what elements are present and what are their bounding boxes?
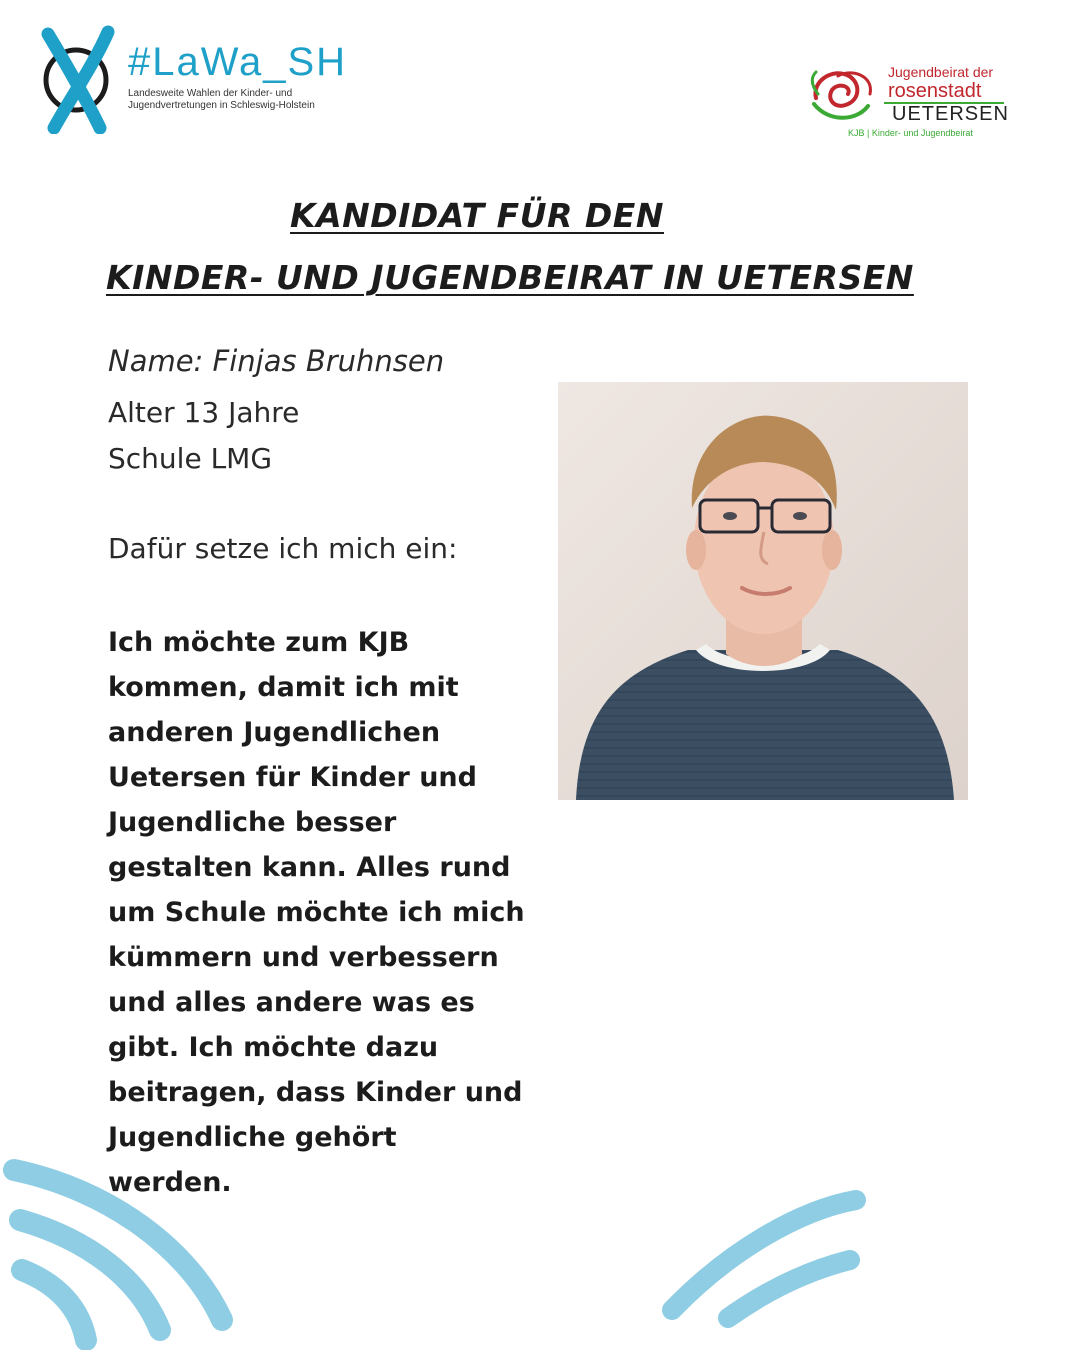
decorative-strokes-right: [650, 1170, 880, 1330]
ballot-cross-icon: [36, 24, 120, 134]
candidate-name: Finjas Bruhnsen: [212, 344, 445, 378]
lawa-logo: [36, 24, 366, 134]
candidate-name-line: [108, 344, 444, 378]
candidate-statement: Ich möchte zum KJB kommen, damit ich mit anderen Jugendlichen Uetersen für Kinder und Jugendliche besser gestalten kann. Alles rund um Schule möchte ich mich kümmern und verbessern und alles andere was es gibt. Ich möchte dazu beitragen, dass Kinder und Jugendliche gehört werden.: [108, 627, 525, 1198]
lawa-logo-subtitle: [128, 88, 358, 112]
headline-line2: KINDER- UND JUGENDBEIRAT IN UETERSEN: [106, 258, 914, 297]
candidate-school: Schule LMG: [108, 442, 273, 475]
decorative-strokes-left: [0, 1150, 240, 1350]
commitment-label: Dafür setze ich mich ein:: [108, 532, 458, 565]
lawa-subtitle-line2: Jugendvertretungen in Schleswig-Holstein: [128, 100, 315, 111]
jugendbeirat-line4: KJB | Kinder- und Jugendbeirat: [848, 128, 973, 138]
lawa-logo-name: #LaWa_SH: [128, 40, 348, 84]
candidate-photo: [558, 382, 968, 800]
lawa-subtitle-line1: Landesweite Wahlen der Kinder- und: [128, 88, 293, 99]
jugendbeirat-line3: UETERSEN: [892, 103, 1009, 125]
jugendbeirat-logo: [808, 58, 1008, 148]
jugendbeirat-line1: Jugendbeirat der: [888, 64, 994, 80]
rose-icon: [808, 64, 884, 124]
name-label: Name:: [108, 344, 204, 378]
jugendbeirat-line2: rosenstadt: [888, 80, 982, 102]
candidate-age: Alter 13 Jahre: [108, 396, 300, 429]
headline-line1: KANDIDAT FÜR DEN: [290, 196, 664, 235]
